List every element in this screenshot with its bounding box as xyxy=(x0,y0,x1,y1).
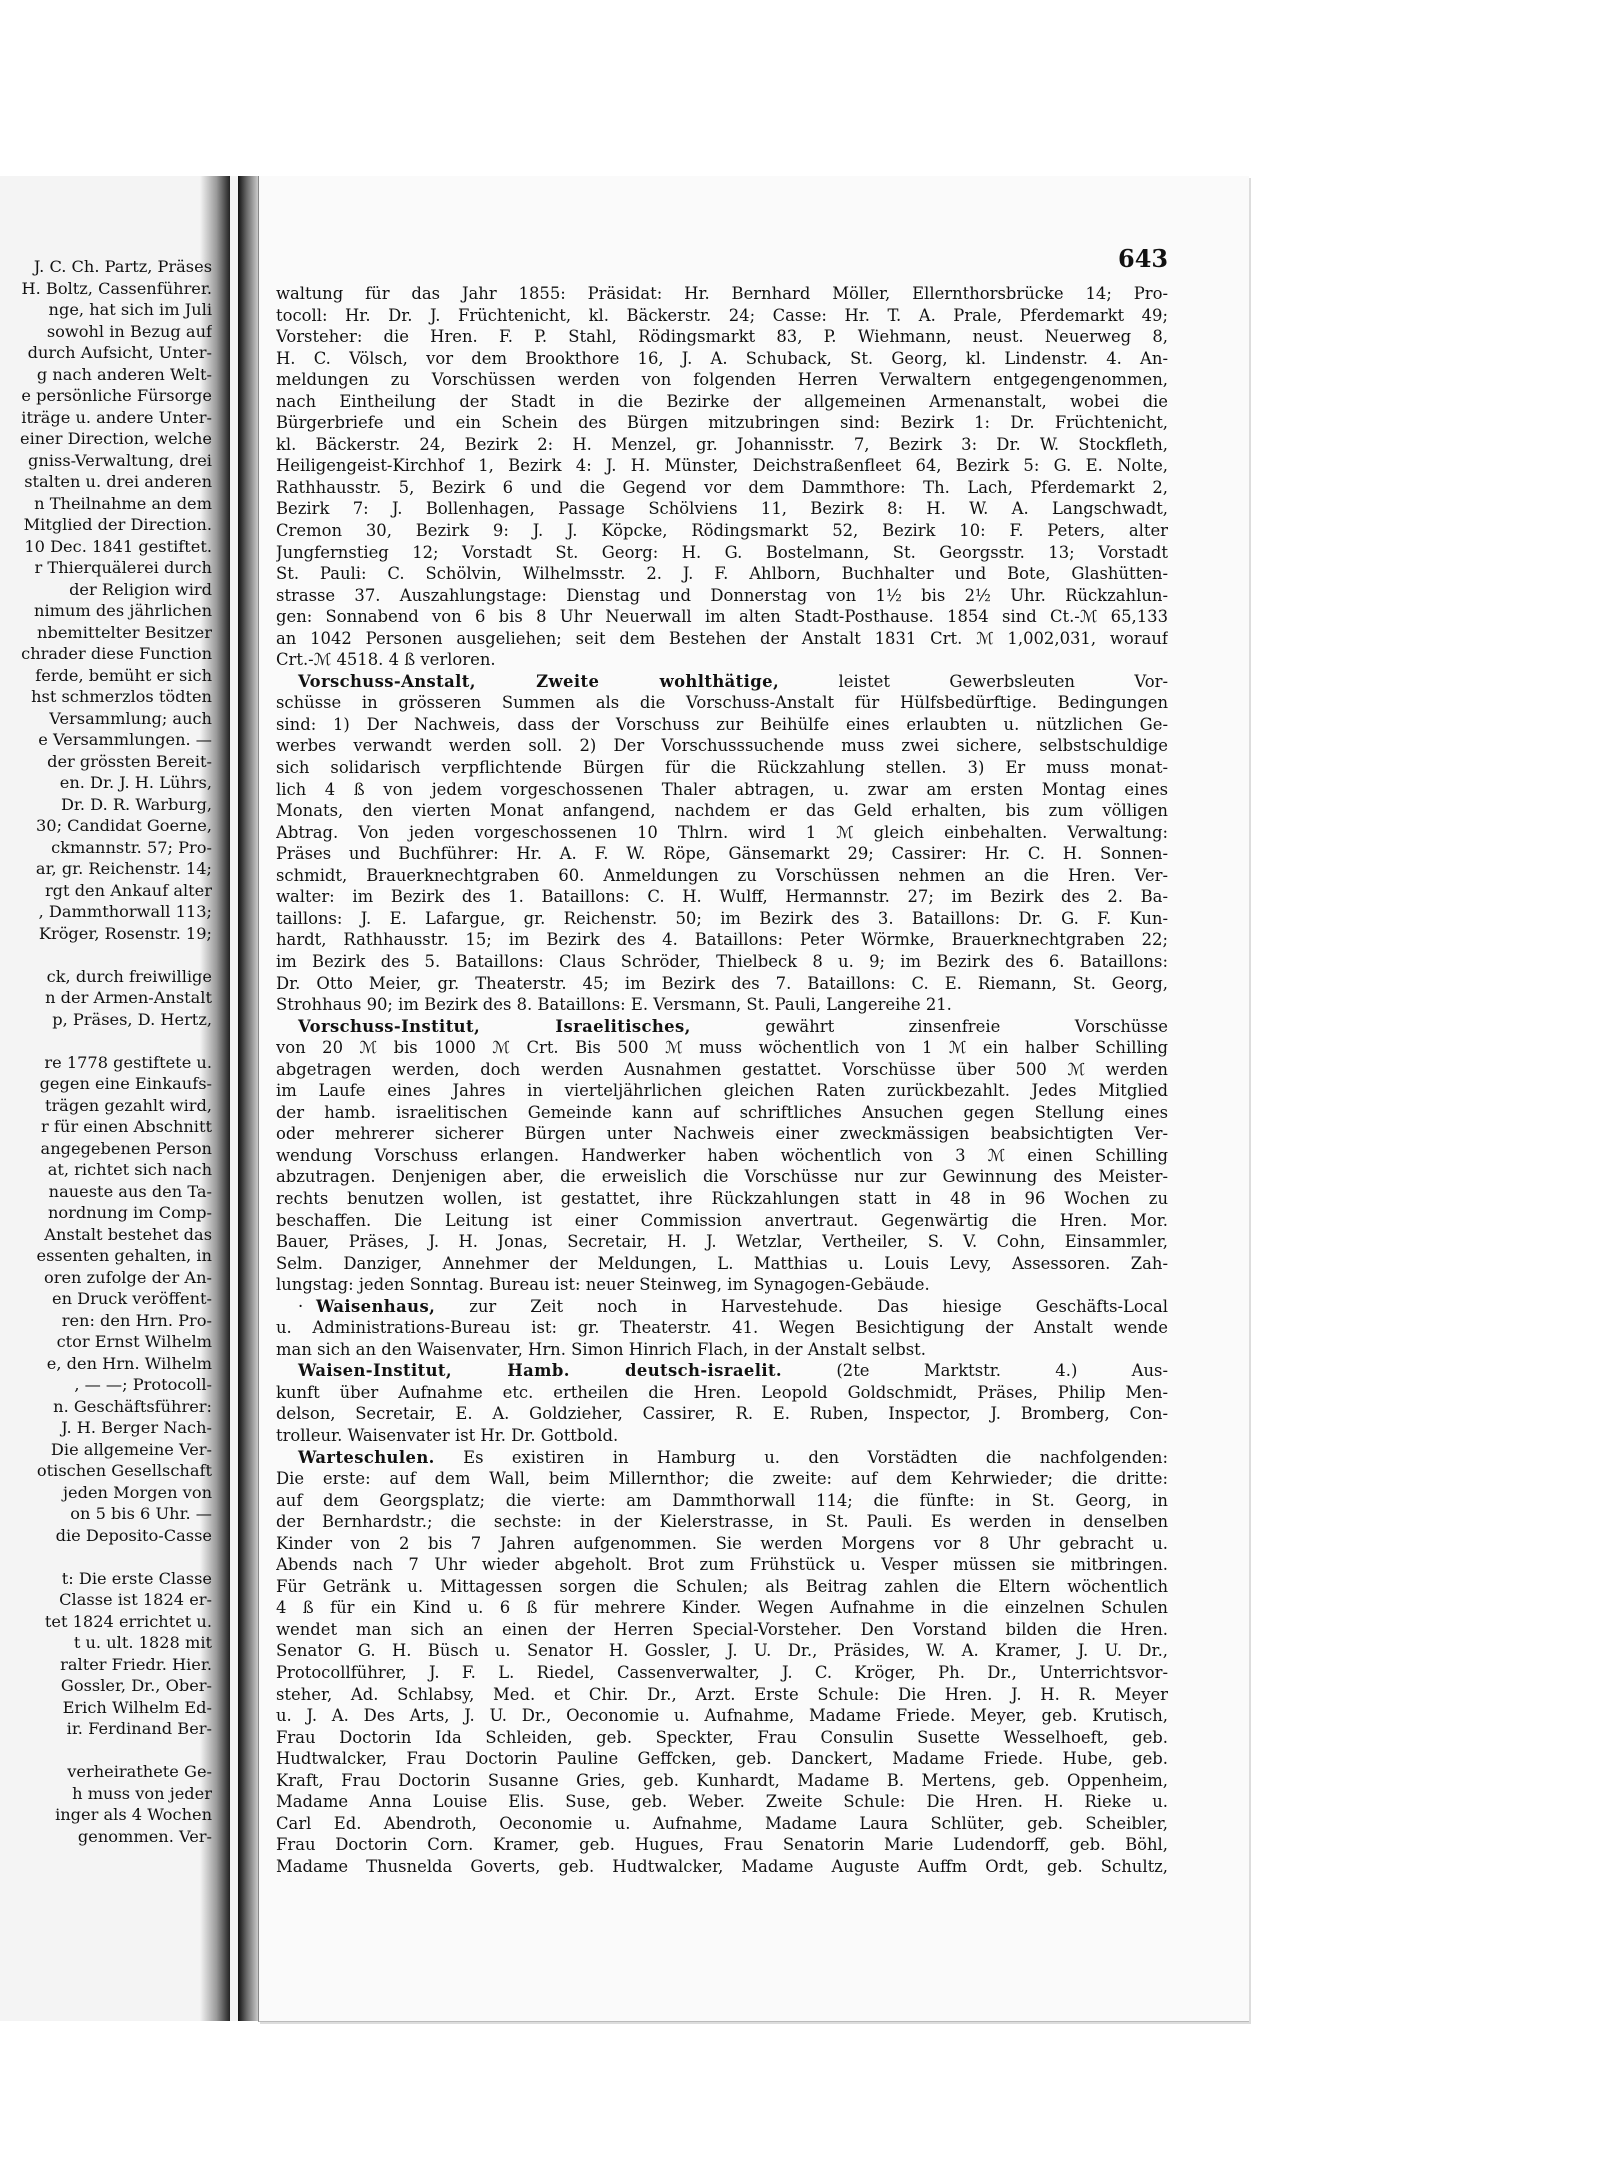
line-text: sind: 1) Der Nachweis, dass der Vorschuss zur Beihülfe eines erlaubten u. nützlichen Ge- xyxy=(276,714,1168,734)
body-text-line xyxy=(276,434,1168,456)
left-page-line: at, richtet sich nach xyxy=(47,1160,212,1179)
body-text-line xyxy=(276,1856,1168,1878)
left-page-line: r Thierquälerei durch xyxy=(34,558,212,577)
line-text: Carl Ed. Abendroth, Oeconomie u. Aufnahme, Madame Laura Schlüter, geb. Scheibler, xyxy=(276,1813,1168,1833)
previous-page-fragment xyxy=(0,176,241,2021)
left-page-line: gniss-Verwaltung, drei xyxy=(28,450,212,470)
page-number: 643 xyxy=(1118,244,1169,273)
line-text: Cremon 30, Bezirk 9: J. J. Köpcke, Rödingsmarkt 52, Bezirk 10: F. Peters, alter xyxy=(276,521,1168,541)
line-text: der hamb. israelitischen Gemeinde kann auf schriftliches Ansuchen gegen Stellung eines xyxy=(276,1102,1168,1122)
line-text: strasse 37. Auszahlungstage: Dienstag und Donnerstag von 1½ bis 2½ Uhr. Rückzahlun- xyxy=(276,585,1168,605)
line-text: der Bernhardstr.; die sechste: in der Kielerstrasse, in St. Pauli. Es werden in denselben xyxy=(276,1512,1168,1532)
body-text-line xyxy=(276,1727,1168,1749)
left-page-line: 30; Candidat Goerne, xyxy=(35,816,212,835)
body-text-line xyxy=(276,822,1168,844)
line-text: Rathhausstr. 5, Bezirk 6 und die Gegend vor dem Dammthore: Th. Lach, Pferdemarkt 2, xyxy=(276,477,1168,497)
left-page-line: ralter Friedr. Hier. xyxy=(60,1654,212,1674)
left-page-line: Erich Wilhelm Ed- xyxy=(62,1697,212,1717)
body-text-line xyxy=(276,1770,1168,1792)
left-page-line xyxy=(0,1546,212,1568)
body-text-line xyxy=(276,1640,1168,1662)
body-text-line xyxy=(276,973,1168,995)
body-text-line xyxy=(276,1231,1168,1253)
line-text: von 20 ℳ bis 1000 ℳ Crt. Bis 500 ℳ muss wöchentlich von 1 ℳ ein halber Schilling xyxy=(276,1038,1168,1058)
left-page-line: gegen eine Einkaufs- xyxy=(39,1074,212,1093)
body-text-line xyxy=(276,1188,1168,1210)
line-text: nach Eintheilung der Stadt in die Bezirke der allgemeinen Armenanstalt, wobei die xyxy=(276,391,1168,411)
left-page-line: Anstalt bestehet das xyxy=(44,1224,212,1244)
body-text-line xyxy=(276,326,1168,348)
body-text-line xyxy=(276,1102,1168,1124)
body-text-line xyxy=(276,628,1168,650)
entry-heading: Waisenhaus, xyxy=(316,1296,436,1316)
line-text: Es existiren in Hamburg u. den Vorstädten die nachfolgenden: xyxy=(463,1447,1168,1467)
line-text: meldungen zu Vorschüssen werden von folgenden Herren Verwaltern entgegengenommen, xyxy=(276,370,1168,390)
body-text-line xyxy=(276,1080,1168,1102)
body-text-line xyxy=(276,1554,1168,1576)
entry-heading-line xyxy=(276,671,1168,693)
left-page-line: e persönliche Fürsorge xyxy=(21,386,212,405)
left-page-line: jeden Morgen von xyxy=(63,1482,212,1502)
line-text: schmidt, Brauerknechtgraben 60. Anmeldungen zu Vorschüssen nehmen an die Hren. Ver- xyxy=(276,865,1168,885)
left-page-line: sowohl in Bezug auf xyxy=(46,321,212,341)
left-page-line: ctor Ernst Wilhelm xyxy=(56,1332,212,1351)
line-text: sich solidarisch verpflichtende Bürgen für die Rückzahlung stellen. 3) Er muss monat- xyxy=(276,758,1168,778)
left-page-line: r für einen Abschnitt xyxy=(41,1117,212,1136)
line-text: Präses und Buchführer: Hr. A. F. W. Röpe, Gänsemarkt 29; Cassirer: Hr. C. H. Sonnen- xyxy=(276,844,1168,864)
body-text-line xyxy=(276,865,1168,887)
line-text: Bauer, Präses, J. H. Jonas, Secretair, H. J. Wetzlar, Vertheiler, S. V. Cohn, Einsammler, xyxy=(276,1232,1168,1252)
body-text-line xyxy=(276,1123,1168,1145)
line-text: kunft über Aufnahme etc. ertheilen die Hren. Leopold Goldschmidt, Präses, Philip Men- xyxy=(276,1382,1168,1402)
left-page-line: n Theilnahme an dem xyxy=(34,493,212,513)
body-text-line xyxy=(276,1317,1168,1339)
line-text: Frau Doctorin Corn. Kramer, geb. Hugues, Frau Senatorin Marie Ludendorff, geb. Böhl, xyxy=(276,1835,1168,1855)
body-text-line xyxy=(276,735,1168,757)
line-text: waltung für das Jahr 1855: Präsidat: Hr. Bernhard Möller, Ellernthorsbrücke 14; Pro- xyxy=(276,284,1168,303)
left-page-line: n der Armen-Anstalt xyxy=(45,988,212,1007)
body-text-line xyxy=(276,1253,1168,1275)
body-text-line xyxy=(276,1662,1168,1684)
left-page-line: Versammlung; auch xyxy=(49,708,212,728)
line-text: Vorsteher: die Hren. F. P. Stahl, Rödingsmarkt 83, P. Wiehmann, neust. Neuerweg 8, xyxy=(276,327,1168,347)
line-text: 4 ß für ein Kind u. 6 ß für mehrere Kinder. Wegen Aufnahme in die einzelnen Schulen xyxy=(276,1598,1168,1618)
body-text-line xyxy=(276,1813,1168,1835)
left-page-line: H. Boltz, Cassenführer. xyxy=(21,278,212,298)
left-page-line: ck, durch freiwillige xyxy=(46,966,212,986)
body-text-line xyxy=(276,886,1168,908)
line-text: werbes verwandt werden soll. 2) Der Vorschusssuchende muss zwei sichere, selbstschuldige xyxy=(276,736,1168,756)
line-text: gewährt zinsenfreie Vorschüsse xyxy=(765,1016,1168,1036)
body-text-line xyxy=(276,1619,1168,1641)
left-page-line: , Dammthorwall 113; xyxy=(38,902,212,921)
left-page-line: iträge u. andere Unter- xyxy=(21,407,212,427)
previous-page-text xyxy=(0,256,212,1847)
line-text: im Laufe eines Jahres in vierteljährlichen gleichen Raten zurückbezahlt. Jedes Mitglied xyxy=(276,1081,1168,1101)
line-text: kl. Bäckerstr. 24, Bezirk 2: H. Menzel, gr. Johannisstr. 7, Bezirk 3: Dr. W. Stockfleth, xyxy=(276,434,1168,454)
line-text: im Bezirk des 5. Bataillons: Claus Schröder, Thielbeck 8 u. 9; im Bezirk des 6. Bataillons: xyxy=(276,951,1168,971)
left-page-line: der Religion wird xyxy=(69,579,212,599)
body-text-line xyxy=(276,391,1168,413)
body-text-line xyxy=(276,649,1168,671)
body-text-line xyxy=(276,283,1168,305)
left-page-line: e, den Hrn. Wilhelm xyxy=(46,1353,212,1373)
line-text: wendung Vorschuss erlangen. Handwerker haben wöchentlich von 3 ℳ einen Schilling xyxy=(276,1145,1168,1165)
left-page-line: Dr. D. R. Warburg, xyxy=(60,794,212,814)
entry-heading-line xyxy=(276,1296,1168,1318)
left-page-line: h muss von jeder xyxy=(72,1783,212,1803)
line-text: an 1042 Personen ausgeliehen; seit dem Bestehen der Anstalt 1831 Crt. ℳ 1,002,031, worauf xyxy=(276,628,1168,648)
left-page-line: en Druck veröffent- xyxy=(51,1289,212,1308)
body-text-line xyxy=(276,1274,1168,1296)
left-page-line: genommen. Ver- xyxy=(77,1826,212,1846)
left-page-line: Classe ist 1824 er- xyxy=(59,1590,212,1609)
body-text-line xyxy=(276,1791,1168,1813)
body-text-line xyxy=(276,714,1168,736)
left-page-line: e Versammlungen. — xyxy=(38,730,212,749)
line-text: auf dem Georgsplatz; die vierte: am Dammthorwall 114; die fünfte: in St. Georg, in xyxy=(276,1490,1168,1510)
body-text-line xyxy=(276,1382,1168,1404)
line-text: Madame Anna Louise Elis. Suse, geb. Weber. Zweite Schule: Die Hren. H. Rieke u. xyxy=(276,1792,1168,1812)
body-text-line xyxy=(276,1834,1168,1856)
line-text: Strohhaus 90; im Bezirk des 8. Bataillons: E. Versmann, St. Pauli, Langereihe 21. xyxy=(276,995,952,1015)
line-text: H. C. Völsch, vor dem Brookthore 16, J. A. Schuback, St. Georg, kl. Lindenstr. 4. An- xyxy=(276,348,1168,368)
left-page-line: nordnung im Comp- xyxy=(47,1203,212,1222)
left-page-line: t u. ult. 1828 mit xyxy=(73,1633,212,1652)
line-text: abzutragen. Denjenigen aber, die erweislich die Vorschüsse nur zur Gewinnung des Meister- xyxy=(276,1167,1168,1187)
line-text: hardt, Rathhausstr. 15; im Bezirk des 4. Bataillons: Peter Wörmke, Brauerknechtgraben 22; xyxy=(276,930,1168,950)
left-page-line: g nach anderen Welt- xyxy=(36,364,212,384)
left-page-line: trägen gezahlt wird, xyxy=(44,1095,212,1115)
left-page-line: ren: den Hrn. Pro- xyxy=(61,1310,212,1330)
line-text: Hudtwalcker, Frau Doctorin Pauline Geffcken, geb. Danckert, Madame Friede. Hube, geb. xyxy=(276,1749,1168,1769)
body-text-line xyxy=(276,1145,1168,1167)
body-text-line xyxy=(276,1403,1168,1425)
left-page-line: Gossler, Dr., Ober- xyxy=(60,1676,212,1695)
left-page-line: naueste aus den Ta- xyxy=(48,1181,212,1201)
line-text: Die erste: auf dem Wall, beim Millernthor; die zweite: auf dem Kehrwieder; die dritte: xyxy=(276,1469,1168,1489)
body-text-line xyxy=(276,563,1168,585)
body-text-line xyxy=(276,1339,1168,1361)
line-text: Abtrag. Von jeden vorgeschossenen 10 Thlrn. wird 1 ℳ gleich einbehalten. Verwaltung: xyxy=(276,822,1168,842)
body-text-line xyxy=(276,757,1168,779)
left-page-line: tet 1824 errichtet u. xyxy=(44,1611,212,1631)
body-text-line xyxy=(276,412,1168,434)
body-text-line xyxy=(276,1037,1168,1059)
line-text: zur Zeit noch in Harvestehude. Das hiesige Geschäfts-Local xyxy=(469,1296,1168,1316)
left-page-line: otischen Gesellschaft xyxy=(36,1461,212,1480)
left-page-line: oren zufolge der An- xyxy=(43,1267,212,1287)
line-text: Frau Doctorin Ida Schleiden, geb. Speckter, Frau Consulin Susette Wesselhoeft, geb. xyxy=(276,1727,1168,1747)
body-text-line xyxy=(276,1684,1168,1706)
line-text: rechts benutzen wollen, ist gestattet, ihre Rückzahlungen statt in 48 in 96 Wochen zu xyxy=(276,1188,1168,1208)
line-text: Kinder von 2 bis 7 Jahren aufgenommen. Sie werden Morgens vor 8 Uhr gebracht u. xyxy=(276,1533,1168,1553)
body-text-line xyxy=(276,1490,1168,1512)
body-text-line xyxy=(276,369,1168,391)
line-text: oder mehrerer sicherer Bürgen unter Nachweis einer zweckmässigen beabsichtigten Ver- xyxy=(276,1124,1168,1144)
left-page-line: der grössten Bereit- xyxy=(47,751,212,771)
line-text: lich 4 ß von jedem vorgeschossenen Thaler abtragen, u. zwar am ersten Montag eines xyxy=(276,779,1168,799)
bullet-mark: · xyxy=(298,1296,304,1316)
entry-heading: Warteschulen. xyxy=(298,1447,435,1467)
line-text: u. Administrations-Bureau ist: gr. Theaterstr. 41. Wegen Besichtigung der Anstalt wende xyxy=(276,1318,1168,1338)
body-text-line xyxy=(276,1597,1168,1619)
entry-heading-line xyxy=(276,1016,1168,1038)
body-text-line xyxy=(276,1576,1168,1598)
body-text-line xyxy=(276,800,1168,822)
body-text-line xyxy=(276,1511,1168,1533)
line-text: walter: im Bezirk des 1. Bataillons: C. H. Wulff, Hermannstr. 27; im Bezirk des 2. Ba- xyxy=(276,887,1168,907)
left-page-line: p, Präses, D. Hertz, xyxy=(52,1009,212,1029)
body-text-line xyxy=(276,994,1168,1016)
book-gutter xyxy=(238,176,260,2021)
entry-heading-line xyxy=(276,1447,1168,1469)
body-text-line xyxy=(276,1705,1168,1727)
left-page-line: nbemittelter Besitzer xyxy=(37,622,212,642)
line-text: Protocollführer, J. F. L. Riedel, Cassenverwalter, J. C. Kröger, Ph. Dr., Unterrichtsvor- xyxy=(276,1663,1168,1682)
line-text: Abends nach 7 Uhr wieder abgeholt. Brot zum Frühstück u. Vesper müssen sie mitbringen. xyxy=(276,1555,1168,1575)
left-page-line xyxy=(0,1740,212,1762)
entry-heading: Waisen-Institut, Hamb. deutsch-israelit. xyxy=(298,1361,783,1381)
line-text: abgetragen werden, doch werden Ausnahmen gestattet. Vorschüsse über 500 ℳ werden xyxy=(276,1059,1168,1079)
body-text-line xyxy=(276,348,1168,370)
line-text: wendet man sich an einen der Herren Special-Vorsteher. Den Vorstand bilden die Hren. xyxy=(276,1619,1168,1639)
line-text: lungstag: jeden Sonntag. Bureau ist: neuer Steinweg, im Synagogen-Gebäude. xyxy=(276,1275,930,1295)
body-text-line xyxy=(276,1468,1168,1490)
left-page-line: durch Aufsicht, Unter- xyxy=(27,343,212,362)
body-text-line xyxy=(276,1748,1168,1770)
left-page-line: essenten gehalten, in xyxy=(36,1246,212,1265)
page-body-text xyxy=(276,283,1168,1877)
body-text-line xyxy=(276,542,1168,564)
left-page-line: hst schmerzlos tödten xyxy=(31,687,212,706)
body-text-line xyxy=(276,779,1168,801)
body-text-line xyxy=(276,908,1168,930)
left-page-line: n. Geschäftsführer: xyxy=(53,1396,212,1416)
left-page-line: J. H. Berger Nach- xyxy=(61,1418,212,1437)
line-text: Madame Thusnelda Goverts, geb. Hudtwalcker, Madame Auguste Auffm Ordt, geb. Schultz, xyxy=(276,1856,1168,1876)
line-text: taillons: J. E. Lafargue, gr. Reichenstr. 50; im Bezirk des 3. Bataillons: Dr. G. F. Kun- xyxy=(276,908,1168,928)
body-text-line xyxy=(276,692,1168,714)
body-text-line xyxy=(276,1210,1168,1232)
left-page-line: ar, gr. Reichenstr. 14; xyxy=(35,859,212,878)
left-page-line xyxy=(0,944,212,966)
left-page-line: inger als 4 Wochen xyxy=(55,1805,212,1824)
body-text-line xyxy=(276,929,1168,951)
line-text: Crt.-ℳ 4518. 4 ß verloren. xyxy=(276,650,496,670)
line-text: beschaffen. Die Leitung ist einer Commission anvertraut. Gegenwärtig die Hren. Mor. xyxy=(276,1210,1168,1230)
left-page-line xyxy=(0,1030,212,1052)
left-page-line: nge, hat sich im Juli xyxy=(48,300,212,319)
line-text: gen: Sonnabend von 6 bis 8 Uhr Neuerwall im alten Stadt-Posthause. 1854 sind Ct.-ℳ 65,133 xyxy=(276,607,1168,627)
entry-heading-line xyxy=(276,1360,1168,1382)
line-text: Bezirk 7: J. Bollenhagen, Passage Schölviens 11, Bezirk 8: H. W. A. Langschwadt, xyxy=(276,499,1168,519)
left-page-line: 10 Dec. 1841 gestiftet. xyxy=(24,536,212,556)
body-text-line xyxy=(276,305,1168,327)
line-text: Heiligengeist-Kirchhof 1, Bezirk 4: J. H. Münster, Deichstraßenfleet 64, Bezirk 5: G. E. Nolte, xyxy=(276,456,1168,476)
line-text: (2te Marktstr. 4.) Aus- xyxy=(836,1361,1168,1381)
line-text: Jungfernstieg 12; Vorstadt St. Georg: H. G. Bostelmann, St. Georgsstr. 13; Vorstadt xyxy=(276,542,1168,562)
body-text-line xyxy=(276,1425,1168,1447)
left-page-line: , — —; Protocoll- xyxy=(74,1375,212,1394)
left-page-line: ckmannstr. 57; Pro- xyxy=(51,837,212,857)
line-text: Kraft, Frau Doctorin Susanne Gries, geb. Kunhardt, Madame B. Mertens, geb. Oppenheim, xyxy=(276,1770,1168,1790)
left-page-line: J. C. Ch. Partz, Präses xyxy=(33,257,212,276)
line-text: Monats, den vierten Monat anfangend, nachdem er das Geld erhalten, bis zum völligen xyxy=(276,801,1168,821)
line-text: delson, Secretair, E. A. Goldzieher, Cassirer, R. E. Ruben, Inspector, J. Bromberg, Con- xyxy=(276,1404,1168,1424)
body-text-line xyxy=(276,498,1168,520)
line-text: tocoll: Hr. Dr. J. Früchtenicht, kl. Bäckerstr. 24; Casse: Hr. T. A. Prale, Pferdemarkt 49; xyxy=(276,305,1168,325)
left-page-line: einer Direction, welche xyxy=(19,429,212,448)
body-text-line xyxy=(276,1166,1168,1188)
left-page-line: Kröger, Rosenstr. 19; xyxy=(38,923,212,943)
left-page-line: die Deposito-Casse xyxy=(55,1525,212,1545)
line-text: Bürgerbriefe und ein Schein des Bürgen mitzubringen sind: Bezirk 1: Dr. Früchtenicht, xyxy=(276,413,1168,433)
left-page-line: en. Dr. J. H. Lührs, xyxy=(59,773,212,792)
left-page-line: angegebenen Person xyxy=(40,1138,212,1158)
left-page-line: on 5 bis 6 Uhr. — xyxy=(70,1504,212,1523)
body-text-line xyxy=(276,1533,1168,1555)
body-text-line xyxy=(276,1059,1168,1081)
left-page-line: re 1778 gestiftete u. xyxy=(44,1052,212,1072)
body-text-line xyxy=(276,520,1168,542)
left-page-line: chrader diese Function xyxy=(21,644,212,663)
body-text-line xyxy=(276,843,1168,865)
body-text-line xyxy=(276,455,1168,477)
line-text: Dr. Otto Meier, gr. Theaterstr. 45; im Bezirk des 7. Bataillons: C. E. Riemann, St. Georg, xyxy=(276,973,1168,993)
left-page-line: ir. Ferdinand Ber- xyxy=(66,1719,212,1738)
left-page-line: ferde, bemüht er sich xyxy=(35,665,212,685)
line-text: man sich an den Waisenvater, Hrn. Simon Hinrich Flach, in der Anstalt selbst. xyxy=(276,1339,926,1359)
entry-heading: Vorschuss-Anstalt, Zweite wohlthätige, xyxy=(298,671,780,691)
line-text: St. Pauli: C. Schölvin, Wilhelmsstr. 2. J. F. Ahlborn, Buchhalter und Bote, Glashütten- xyxy=(276,564,1168,584)
body-text-line xyxy=(276,606,1168,628)
line-text: Senator G. H. Büsch u. Senator H. Gossler, J. U. Dr., Präsides, W. A. Kramer, J. U. Dr., xyxy=(276,1641,1168,1661)
left-page-line: verheirathete Ge- xyxy=(67,1762,212,1781)
line-text: Für Getränk u. Mittagessen sorgen die Schulen; als Beitrag zahlen die Eltern wöchentlich xyxy=(276,1576,1168,1596)
line-text: trolleur. Waisenvater ist Hr. Dr. Gottbold. xyxy=(276,1425,619,1445)
left-page-line: rgt den Ankauf alter xyxy=(44,880,212,900)
body-text-line xyxy=(276,477,1168,499)
body-text-line xyxy=(276,585,1168,607)
left-page-line: t: Die erste Classe xyxy=(61,1568,212,1588)
body-text-line xyxy=(276,951,1168,973)
left-page-line: nimum des jährlichen xyxy=(34,601,212,620)
line-text: leistet Gewerbsleuten Vor- xyxy=(838,671,1168,691)
line-text: u. J. A. Des Arts, J. U. Dr., Oeconomie u. Aufnahme, Madame Friede. Meyer, geb. Krutisch, xyxy=(276,1706,1168,1726)
entry-heading: Vorschuss-Institut, Israelitisches, xyxy=(298,1016,691,1036)
line-text: steher, Ad. Schlabsy, Med. et Chir. Dr., Arzt. Erste Schule: Die Hren. J. H. R. Meyer xyxy=(276,1684,1168,1704)
line-text: Selm. Danziger, Annehmer der Meldungen, L. Matthias u. Louis Levy, Assessoren. Zah- xyxy=(276,1253,1168,1273)
left-page-line: stalten u. drei anderen xyxy=(24,472,212,491)
left-page-line: Mitglied der Direction. xyxy=(23,515,212,534)
left-page-line: Die allgemeine Ver- xyxy=(50,1439,212,1459)
line-text: schüsse in grösseren Summen als die Vorschuss-Anstalt für Hülfsbedürftige. Bedingungen xyxy=(276,693,1168,713)
